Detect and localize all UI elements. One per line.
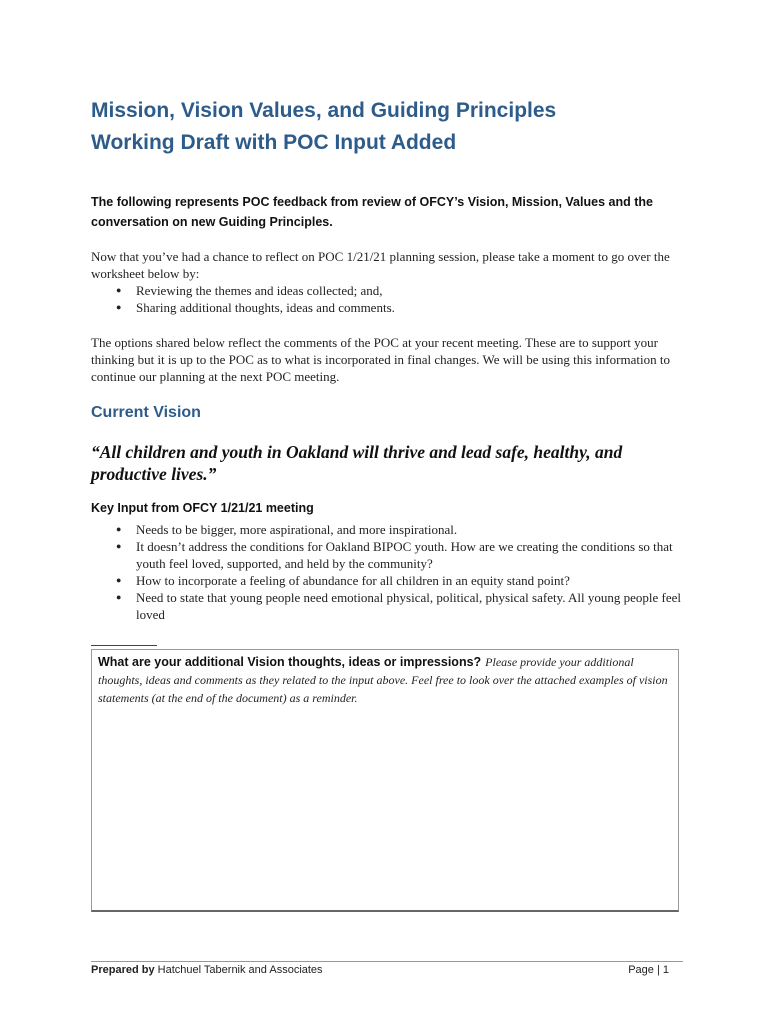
title-line-2: Working Draft with POC Input Added <box>91 131 457 154</box>
intro-paragraph: Now that you’ve had a chance to reflect on POC 1/21/21 planning session, please take a moment to go over the worksheet below by: <box>91 249 670 281</box>
prepared-by-value: Hatchuel Tabernik and Associates <box>157 964 323 976</box>
list-item: ● It doesn’t address the conditions for Oakland BIPOC youth. How are we creating the conditions so that youth feel loved, supported, and held by the community? <box>91 538 691 572</box>
footer-divider <box>91 961 683 962</box>
key-input-list <box>91 521 691 623</box>
intro-bullet-list <box>91 282 691 316</box>
list-item: ● Reviewing the themes and ideas collected; and, <box>91 282 691 299</box>
title-line-1: Mission, Vision Values, and Guiding Principles <box>91 99 557 122</box>
key-input-heading: Key Input from OFCY 1/21/21 meeting <box>91 501 314 515</box>
section-heading-current-vision: Current Vision <box>91 404 201 421</box>
document-title <box>91 95 556 159</box>
short-divider <box>91 645 157 646</box>
list-item: ● Needs to be bigger, more aspirational, and more inspirational. <box>91 521 691 538</box>
page-footer <box>91 964 683 976</box>
feedback-hint: Please provide your additional thoughts, ideas and comments as they related to the input above. Feel free to look over the attached examples of vision statements (at the end of the document) as a reminder. <box>98 655 668 705</box>
vision-feedback-box[interactable] <box>91 649 679 912</box>
feedback-question: What are your additional Vision thoughts, ideas or impressions? <box>98 655 482 669</box>
list-item: ● Need to state that young people need emotional physical, political, physical safety. All young people feel loved <box>91 589 691 623</box>
prepared-by-label: Prepared by <box>91 964 155 976</box>
list-item: ● Sharing additional thoughts, ideas and comments. <box>91 299 691 316</box>
intro-section <box>91 248 691 316</box>
options-paragraph: The options shared below reflect the comments of the POC at your recent meeting. These are to support your thinking but it is up to the POC as to what is incorporated in final changes. We will be using this information to continue our planning at the next POC meeting. <box>91 335 670 384</box>
vision-quote: “All children and youth in Oakland will thrive and lead safe, healthy, and productive lives.” <box>91 442 623 484</box>
lead-paragraph: The following represents POC feedback from review of OFCY’s Vision, Mission, Values and the conversation on new Guiding Principles. <box>91 195 653 229</box>
page-number: Page | 1 <box>628 964 669 976</box>
list-item: ● How to incorporate a feeling of abundance for all children in an equity stand point? <box>91 572 691 589</box>
